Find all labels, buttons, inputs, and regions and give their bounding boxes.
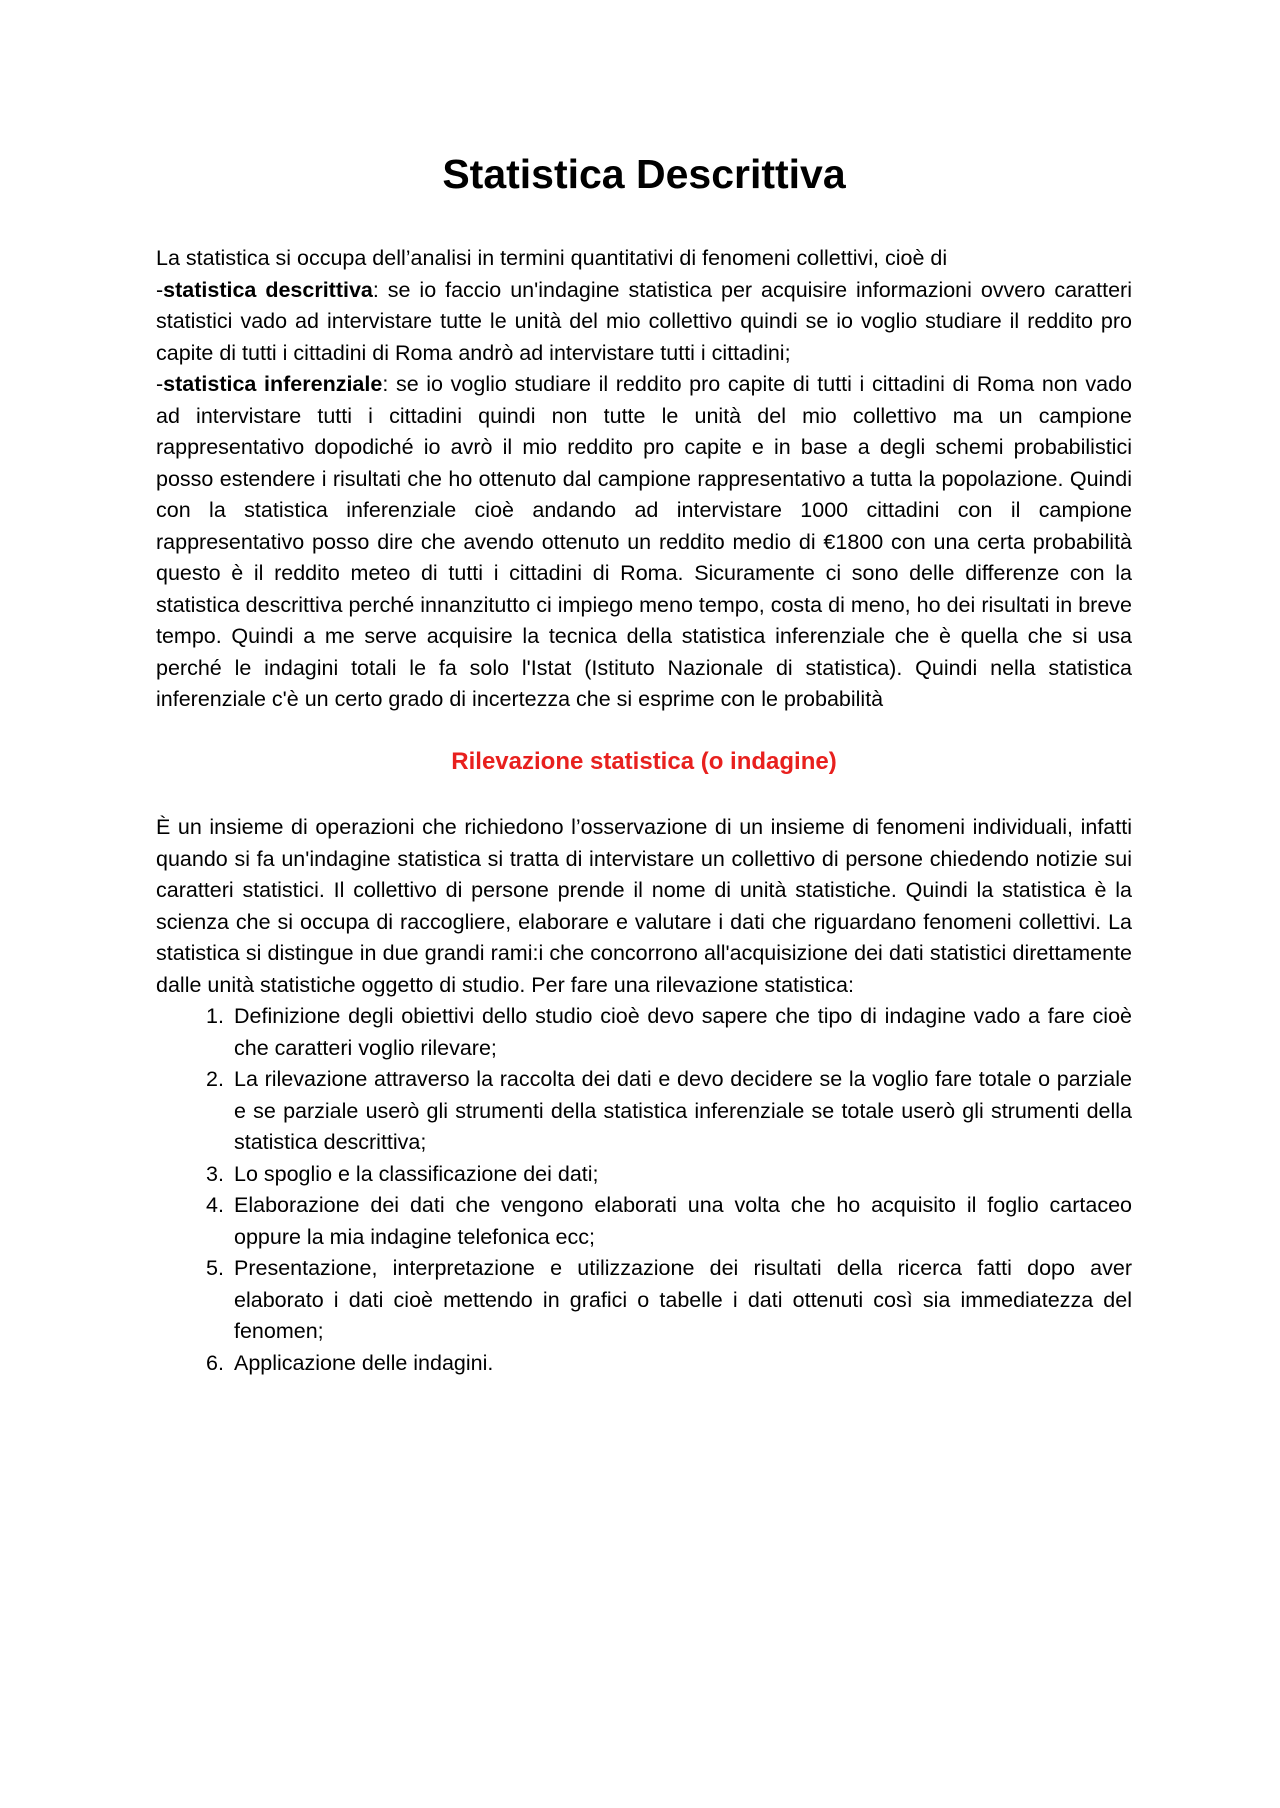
list-item-text: La rilevazione attraverso la raccolta dei dati e devo decidere se la voglio fare totale o parziale e se parziale userò gli strumenti della statistica inferenziale se totale userò gli strumenti della statistica descrittiva; (234, 1067, 1132, 1155)
descriptive-term: statistica descrittiva (163, 277, 373, 302)
list-item-text: Elaborazione dei dati che vengono elaborati una volta che ho acquisito il foglio cartaceo oppure la mia indagine telefonica ecc; (234, 1193, 1132, 1249)
list-number: 6. (206, 1350, 224, 1375)
inferential-definition: : se io voglio studiare il reddito pro capite di tutti i cittadini di Roma non vado ad intervistare tutti i cittadini quindi non tutte le unità del mio collettivo ma un campione rappresentativo dopodiché io avrò il mio reddito pro capite e in base a degli schemi probabilistici posso estendere i risultati che ho ottenuto dal campione rappresentativo a tutta la popolazione. Quindi con la statistica inferenziale cioè andando ad intervistare 1000 cittadini con il campione rappresentativo posso dire che avendo ottenuto un reddito medio di €1800 con una certa probabilità questo è il reddito meteo di tutti i cittadini di Roma. Sicuramente ci sono delle differenze con la statistica descrittiva perché innanzitutto ci impiego meno tempo, costa di meno, ho dei risultati in breve tempo. Quindi a me serve acquisire la tecnica della statistica inferenziale che è quella che si usa perché le indagini totali le fa solo l'Istat (Istituto Nazionale di statistica). Quindi nella statistica inferenziale c'è un certo grado di incertezza che si esprime con le probabilità (156, 372, 1132, 712)
section-heading: Rilevazione statistica (o indagine) (451, 747, 837, 775)
inferential-prefix: - (156, 372, 164, 397)
list-number: 4. (206, 1193, 224, 1218)
list-number: 1. (206, 1004, 224, 1029)
inferential-term: statistica inferenziale (163, 372, 383, 397)
list-item-text: Applicazione delle indagini. (234, 1350, 494, 1375)
list-item (156, 1190, 1132, 1253)
list-item-text: Presentazione, interpretazione e utilizzazione dei risultati della ricerca fatti dopo aver elaborato i dati cioè mettendo in grafici o tabelle i dati ottenuti così sia immediatezza del fenomen; (234, 1256, 1132, 1344)
list-item-text: Definizione degli obiettivi dello studio cioè devo sapere che tipo di indagine vado a fare cioè che caratteri voglio rilevare; (234, 1004, 1132, 1060)
list-number: 2. (206, 1067, 224, 1092)
page-title: Statistica Descrittiva (442, 151, 846, 197)
list-number: 5. (206, 1256, 224, 1281)
list-number: 3. (206, 1161, 224, 1186)
list-item (156, 1001, 1132, 1064)
descriptive-prefix: - (156, 277, 164, 302)
intro-paragraph (156, 243, 1132, 716)
list-item-text: Lo spoglio e la classificazione dei dati; (234, 1161, 599, 1186)
document-page (156, 150, 1132, 1379)
list-item (156, 1253, 1132, 1348)
list-item (156, 1064, 1132, 1159)
list-item (156, 1159, 1132, 1191)
section-paragraph: È un insieme di operazioni che richiedono l’osservazione di un insieme di fenomeni individuali, infatti quando si fa un'indagine statistica si tratta di intervistare un collettivo di persone chiedendo notizie sui caratteri statistici. Il collettivo di persone prende il nome di unità statistiche. Quindi la statistica è la scienza che si occupa di raccogliere, elaborare e valutare i dati che riguardano fenomeni collettivi. La statistica si distingue in due grandi rami:i che concorrono all'acquisizione dei dati statistici direttamente dalle unità statistiche oggetto di studio. Per fare una rilevazione statistica: (156, 815, 1132, 997)
intro-line: La statistica si occupa dell’analisi in termini quantitativi di fenomeni collettivi, cioè di (156, 246, 948, 271)
list-item (156, 1348, 1132, 1380)
steps-list (156, 1001, 1132, 1379)
descriptive-definition: : se io faccio un'indagine statistica per acquisire informazioni ovvero caratteri statistici vado ad intervistare tutte le unità del mio collettivo quindi se io voglio studiare il reddito pro capite di tutti i cittadini di Roma andrò ad intervistare tutti i cittadini; (156, 277, 1132, 365)
